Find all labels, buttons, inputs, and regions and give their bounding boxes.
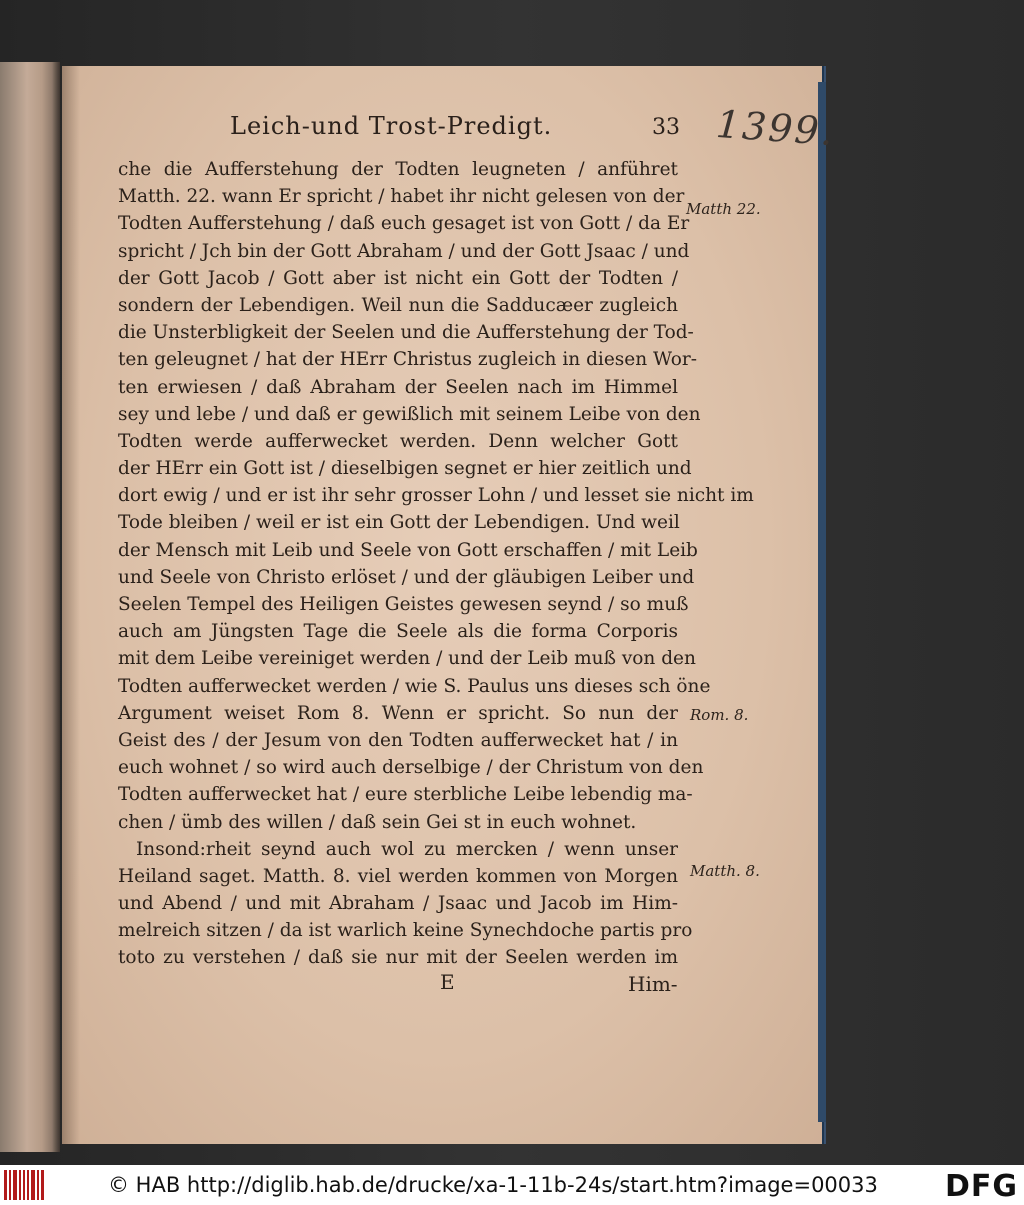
text-line: Heiland saget. Matth. 8. viel werden kommen von Morgen xyxy=(118,865,678,887)
text-line: chen / ümb des willen / daß sein Gei st in euch wohnet. xyxy=(118,811,637,833)
text-line: che die Aufferstehung der Todten leugneten / anführet xyxy=(118,159,678,180)
text-line: ten erwiesen / daß Abraham der Seelen nach im Himmel xyxy=(118,376,678,398)
barcode-icon xyxy=(4,1170,44,1200)
dfg-logo: DFG xyxy=(944,1169,1018,1204)
text-line: auch am Jüngsten Tage die Seele als die forma Corporis xyxy=(118,621,678,643)
catchword: Him- xyxy=(628,972,678,996)
text-line: Todten aufferwecket werden / wie S. Paulus uns dieses sch öne xyxy=(118,675,711,697)
text-line: euch wohnet / so wird auch derselbige / der Christum von den xyxy=(118,757,704,779)
text-line: die Unsterbligkeit der Seelen und die Aufferstehung der Tod- xyxy=(118,322,694,344)
margin-note: Matth 22. xyxy=(686,200,761,218)
text-line: Todten werde aufferwecket werden. Denn welcher Gott xyxy=(118,430,678,452)
text-line: Argument weiset Rom 8. Wenn er spricht. So nun der xyxy=(118,702,678,724)
text-line: der Gott Jacob / Gott aber ist nicht ein Gott der Todten / xyxy=(118,267,678,289)
text-line: Insond:rheit seynd auch wol zu mercken / wenn unser xyxy=(136,838,678,860)
text-line: dort ewig / und er ist ihr sehr grosser Lohn / und lesset sie nicht im xyxy=(118,485,754,507)
text-line: Seelen Tempel des Heiligen Geistes gewesen seynd / so muß xyxy=(118,594,689,615)
text-line: melreich sitzen / da ist warlich keine Synechdoche partis pro xyxy=(118,920,693,942)
text-line: mit dem Leibe vereiniget werden / und der Leib muß von den xyxy=(118,648,696,670)
text-line: Tode bleiben / weil er ist ein Gott der Lebendigen. Und weil xyxy=(118,512,680,534)
text-line: Todten Aufferstehung / daß euch gesaget ist von Gott / da Er xyxy=(118,213,690,235)
text-line: Geist des / der Jesum von den Todten aufferwecket hat / in xyxy=(118,729,678,751)
page-gutter-shadow xyxy=(62,66,80,1144)
signature-mark: E xyxy=(440,970,455,994)
text-line: sey und lebe / und daß er gewißlich mit seinem Leibe von den xyxy=(118,403,701,425)
body-text xyxy=(118,156,754,972)
margin-note: Rom. 8. xyxy=(690,706,749,724)
book-cover-edge xyxy=(818,82,826,1122)
source-url[interactable]: © HAB http://diglib.hab.de/drucke/xa-1-11b-24s/start.htm?image=00033 xyxy=(108,1173,878,1197)
adjacent-page-edge xyxy=(0,62,60,1152)
text-line: der HErr ein Gott ist / dieselbigen segnet er hier zeitlich und xyxy=(118,458,692,480)
text-line: ten geleugnet / hat der HErr Christus zugleich in diesen Wor- xyxy=(118,349,698,371)
running-title: Leich-und Trost-Predigt. xyxy=(230,112,553,140)
handwritten-number: 1399. xyxy=(714,101,837,155)
text-line: Matth. 22. wann Er spricht / habet ihr nicht gelesen von der xyxy=(118,186,685,208)
margin-note: Matth. 8. xyxy=(690,862,760,880)
text-line: Todten aufferwecket hat / eure sterbliche Leibe lebendig ma- xyxy=(118,784,693,806)
text-line: und Seele von Christo erlöset / und der gläubigen Leiber und xyxy=(118,566,695,588)
text-line: spricht / Jch bin der Gott Abraham / und der Gott Jsaac / und xyxy=(118,240,690,262)
text-line: und Abend / und mit Abraham / Jsaac und Jacob im Him- xyxy=(118,893,678,915)
page-number: 33 xyxy=(652,115,680,140)
text-line: sondern der Lebendigen. Weil nun die Sadducæer zugleich xyxy=(118,294,678,316)
page-header xyxy=(230,112,680,140)
text-line: toto zu verstehen / daß sie nur mit der Seelen werden im xyxy=(118,947,678,969)
text-line: der Mensch mit Leib und Seele von Gott erschaffen / mit Leib xyxy=(118,539,698,561)
footer-bar xyxy=(0,1165,1024,1205)
